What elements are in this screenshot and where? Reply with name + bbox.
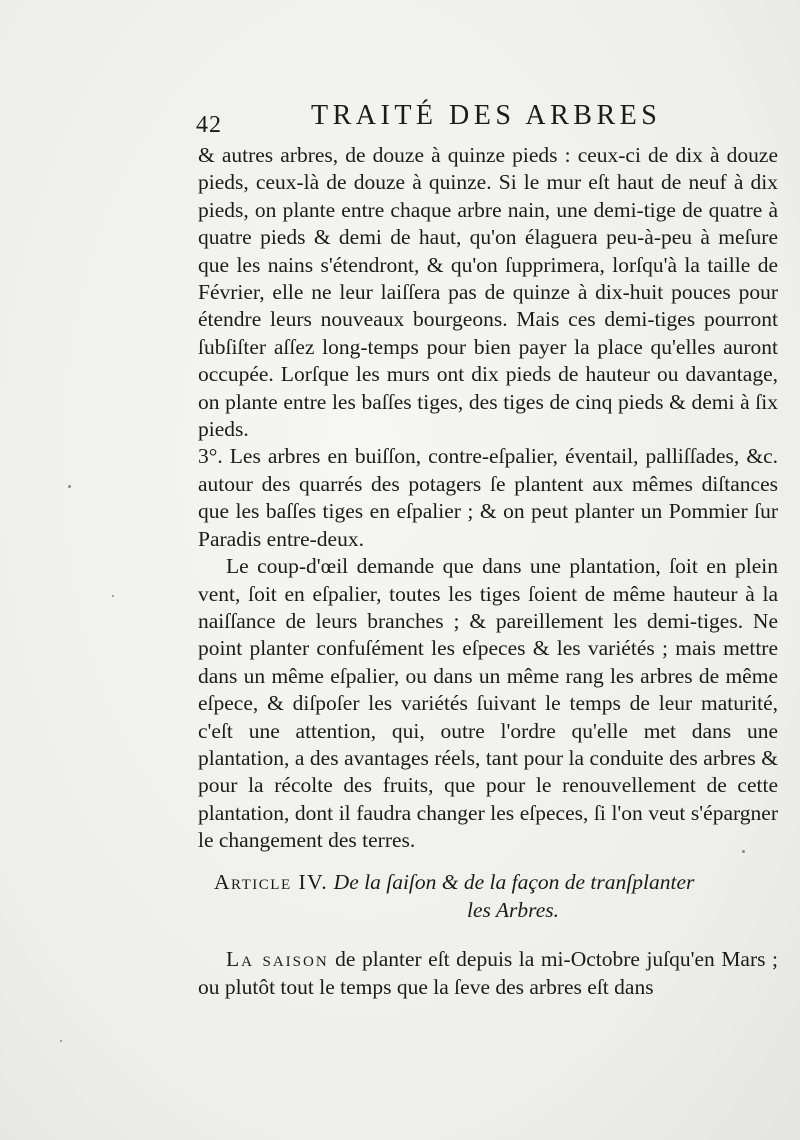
paper-speck (68, 485, 71, 488)
paper-speck (742, 850, 745, 853)
paper-speck (60, 1040, 62, 1042)
body-text (198, 142, 778, 855)
page-header (196, 100, 796, 140)
article-heading (198, 868, 778, 924)
article-title-line1: De la ſaiſon & de la façon de tranſplanter (333, 870, 695, 894)
article-label: Article IV. (214, 870, 329, 894)
final-paragraph (198, 945, 778, 1001)
page-number: 42 (196, 112, 222, 138)
paragraph-2: 3°. Les arbres en buiſſon, contre-eſpalier, éventail, palliſſades, &c. autour des quarrés des potagers ſe plantent aux mêmes diſtances que les baſſes tiges en eſpalier ; & on peut planter un Pommier ſur Paradis entre-deux. (198, 444, 778, 551)
paragraph-3: Le coup-d'œil demande que dans une plantation, ſoit en plein vent, ſoit en eſpalier, toutes les tiges ſoient de même hauteur à la naiſſance de leurs branches ; & pareillement les demi-tiges. Ne point planter confuſément les eſpeces & les variétés ; mais mettre dans un même eſpalier, ou dans un même rang les arbres de même eſpece, & diſpoſer les variétés ſuivant le temps de leur maturité, c'eſt une attention, qui, outre l'ordre qu'elle met dans une plantation, a des avantages réels, tant pour la conduite des arbres & pour la récolte des fruits, que pour le renouvellement de cette plantation, dont il faudra changer les eſpeces, ſi l'on veut s'épargner le changement des terres. (198, 554, 778, 853)
running-title: TRAITÉ DES ARBRES (311, 100, 662, 131)
lead-words: La saison (226, 947, 329, 971)
paragraph-1: & autres arbres, de douze à quinze pieds : ceux-ci de dix à douze pieds, ceux-là de douze à quinze. Si le mur eſt haut de neuf à dix pieds, on plante entre chaque arbre nain, une demi-tige de quatre à quatre pieds & demi de haut, qu'on élaguera peu-à-peu à meſure que les nains s'étendront, & qu'on ſupprimera, lorſqu'à la taille de Février, elle ne leur laiſſera pas de quinze à dix-huit pouces pour étendre leurs nouveaux bourgeons. Mais ces demi-tiges pourront ſubſiſter aſſez long-temps pour bien payer la place qu'elles auront occupée. Lorſque les murs ont dix pieds de hauteur ou davantage, on plante entre les baſſes tiges, des tiges de cinq pieds & demi à ſix pieds. (198, 143, 778, 442)
article-title-line2: les Arbres. (467, 898, 559, 922)
final-paragraph-text: de planter eſt depuis la mi-Octobre juſqu'en Mars ; ou plutôt tout le temps que la ſeve des arbres eſt dans (198, 947, 778, 999)
paper-speck (112, 595, 114, 597)
